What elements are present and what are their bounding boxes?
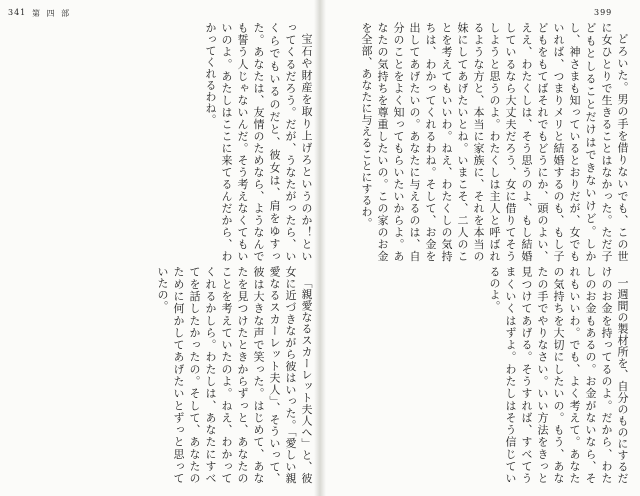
- left-page-top-paragraph: 宝石や財産を取り上げろというのか！といってくるだろう。だが、うなたがったら、いくらでもいるのだと、彼女は、肩をゆすった。あなたは、友情のためなら、ようなんでも誓う人じゃないんだ。そう考えなくてもいいのよ。あたしはここに来てるんだから、わかってくれるわね。: [204, 22, 313, 262]
- right-page-top-text: [330, 22, 630, 262]
- right-page-bottom-text: [330, 266, 630, 484]
- left-page-bottom-paragraph: 「親愛なるスカーレット夫人へ」と、彼女に近づきながら彼はいった。「愛しい親愛なるスカーレット夫人」、そういって、彼は大きな声で笑った。はじめて、あなたを見つけたときからずっと、あなたのことを考えていたのよ。ねえ、わかってくれるかしら。わたしは、あなたにすべてを話したかったの。そして、あなたのために何かしてあげたいとずっと思っていたの。: [156, 266, 313, 484]
- right-page-bottom-paragraph: 一週間の製材所を、自分のものにするだけのお金を持ってるのよ。だから、わたしのお金もあるの。お金がないなら、それもいいわ。でも、よく考えて。あなたの気持ちを大切にしたいの。もう、あなたの手でやりなさい。いい方法をきっと見つけてあげる。そうすれば、すべてうまくいくはずよ。わたしはそう信じているのよ。: [488, 266, 629, 484]
- left-page-bottom-text: [14, 266, 314, 484]
- book-gutter: [314, 0, 326, 496]
- left-page-top-text: [14, 22, 314, 262]
- left-page-number: 341: [8, 8, 27, 17]
- left-page-chapter-title: 第 四 部: [32, 9, 72, 18]
- right-page-top-paragraph: どろいた。男の手を借りないでも、この世に女ひとりで生きることはなかった。ただ子どもとしることだけはできないけど。しかし、神さまも知っているとおりだが、女でもいれば、つまりメリと結婚するのも、もし子どもをもてばそれでもどうにか、頭のよい、ええ、わたくしは、そう思うのよ、もし結婚しているなら大丈夫だろう、女に借りてそうしようと思うのよ。わたくしは主人と呼ばれるような方と、本当に家族に、それを本当の妹にしてあげたいとね。いまこそ、二人のことを考えてもいいわ。ねえ、わたくしの気持ちは、わかってくれるわね。そして、お金を出してあげたいの。あなたに与えるのは、自分のことをよく知ってもらいたいからよ。あなたの気持ちを尊重したいの。この家のお金を全部、あなたに与えることにするわ。: [360, 22, 629, 262]
- right-page-number: 399: [594, 8, 613, 17]
